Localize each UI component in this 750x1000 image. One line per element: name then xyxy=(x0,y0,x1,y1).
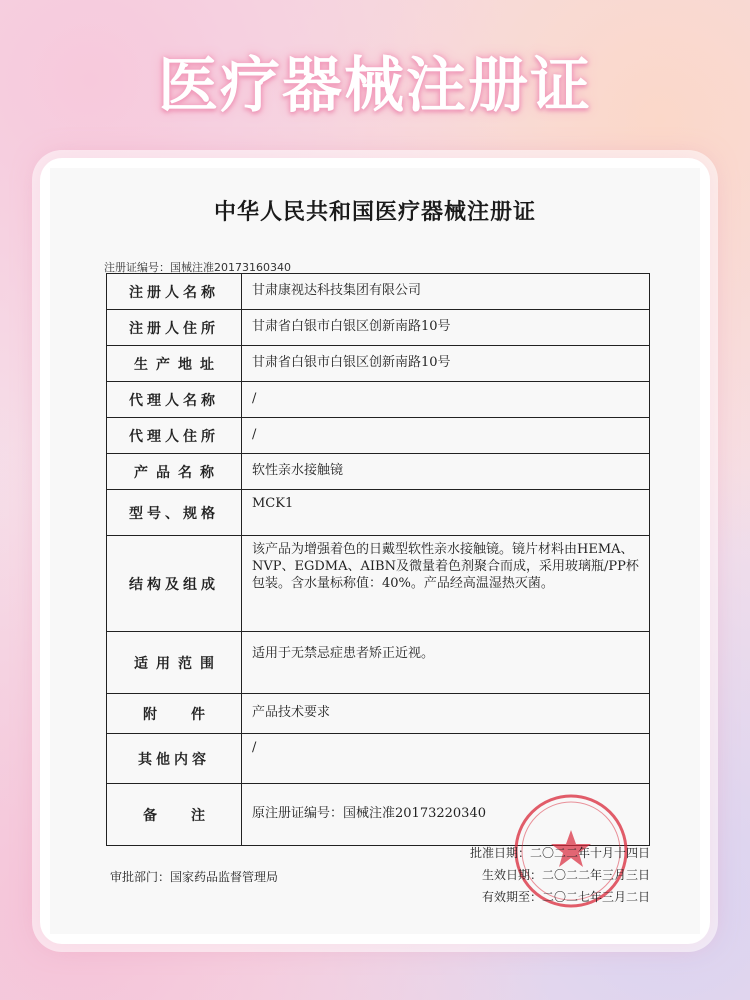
date-block xyxy=(430,842,650,908)
row-value: / xyxy=(242,382,650,418)
row-label: 其他内容 xyxy=(107,734,242,784)
row-label: 适用范围 xyxy=(107,632,242,694)
row-value: 甘肃省白银市白银区创新南路10号 xyxy=(242,346,650,382)
row-label: 备注 xyxy=(107,784,242,846)
table-row xyxy=(107,346,650,382)
row-value: 该产品为增强着色的日戴型软性亲水接触镜。镜片材料由HEMA、NVP、EGDMA、AIBN及微量着色剂聚合而成，采用玻璃瓶/PP杯包装。含水量标称值：40%。产品经高温湿热灭菌。 xyxy=(242,536,650,632)
table-row xyxy=(107,536,650,632)
table-row xyxy=(107,274,650,310)
row-label: 结构及组成 xyxy=(107,536,242,632)
row-value: MCK1 xyxy=(242,490,650,536)
row-value: / xyxy=(242,734,650,784)
row-value: 软性亲水接触镜 xyxy=(242,454,650,490)
row-label: 型号、规格 xyxy=(107,490,242,536)
registration-number: 注册证编号：国械注准20173160340 xyxy=(104,261,291,274)
row-value: 甘肃康视达科技集团有限公司 xyxy=(242,274,650,310)
table-row xyxy=(107,382,650,418)
effective-date: 生效日期：二〇二二年三月三日 xyxy=(481,868,650,882)
approval-department: 审批部门：国家药品监督管理局 xyxy=(110,870,279,884)
document-title: 中华人民共和国医疗器械注册证 xyxy=(213,200,536,225)
table-row xyxy=(107,418,650,454)
table-row xyxy=(107,632,650,694)
table-row xyxy=(107,694,650,734)
row-label: 代理人名称 xyxy=(107,382,242,418)
row-value: 原注册证编号：国械注准20173220340 xyxy=(242,784,650,846)
row-label: 注册人住所 xyxy=(107,310,242,346)
row-label: 代理人住所 xyxy=(107,418,242,454)
row-value: 适用于无禁忌症患者矫正近视。 xyxy=(242,632,650,694)
row-value: / xyxy=(242,418,650,454)
row-value: 产品技术要求 xyxy=(242,694,650,734)
row-label: 生产地址 xyxy=(107,346,242,382)
approval-date: 批准日期：二〇二二年十月十四日 xyxy=(469,846,650,860)
expiry-date: 有效期至：二〇二七年三月二日 xyxy=(481,890,650,904)
table-row xyxy=(107,734,650,784)
row-label: 注册人名称 xyxy=(107,274,242,310)
table-row xyxy=(107,490,650,536)
row-label: 附件 xyxy=(107,694,242,734)
certificate-table xyxy=(106,273,650,846)
table-row xyxy=(107,310,650,346)
row-label: 产品名称 xyxy=(107,454,242,490)
table-row xyxy=(107,454,650,490)
row-value: 甘肃省白银市白银区创新南路10号 xyxy=(242,310,650,346)
certificate-paper xyxy=(50,168,700,934)
banner-title: 医疗器械注册证 xyxy=(158,51,592,121)
